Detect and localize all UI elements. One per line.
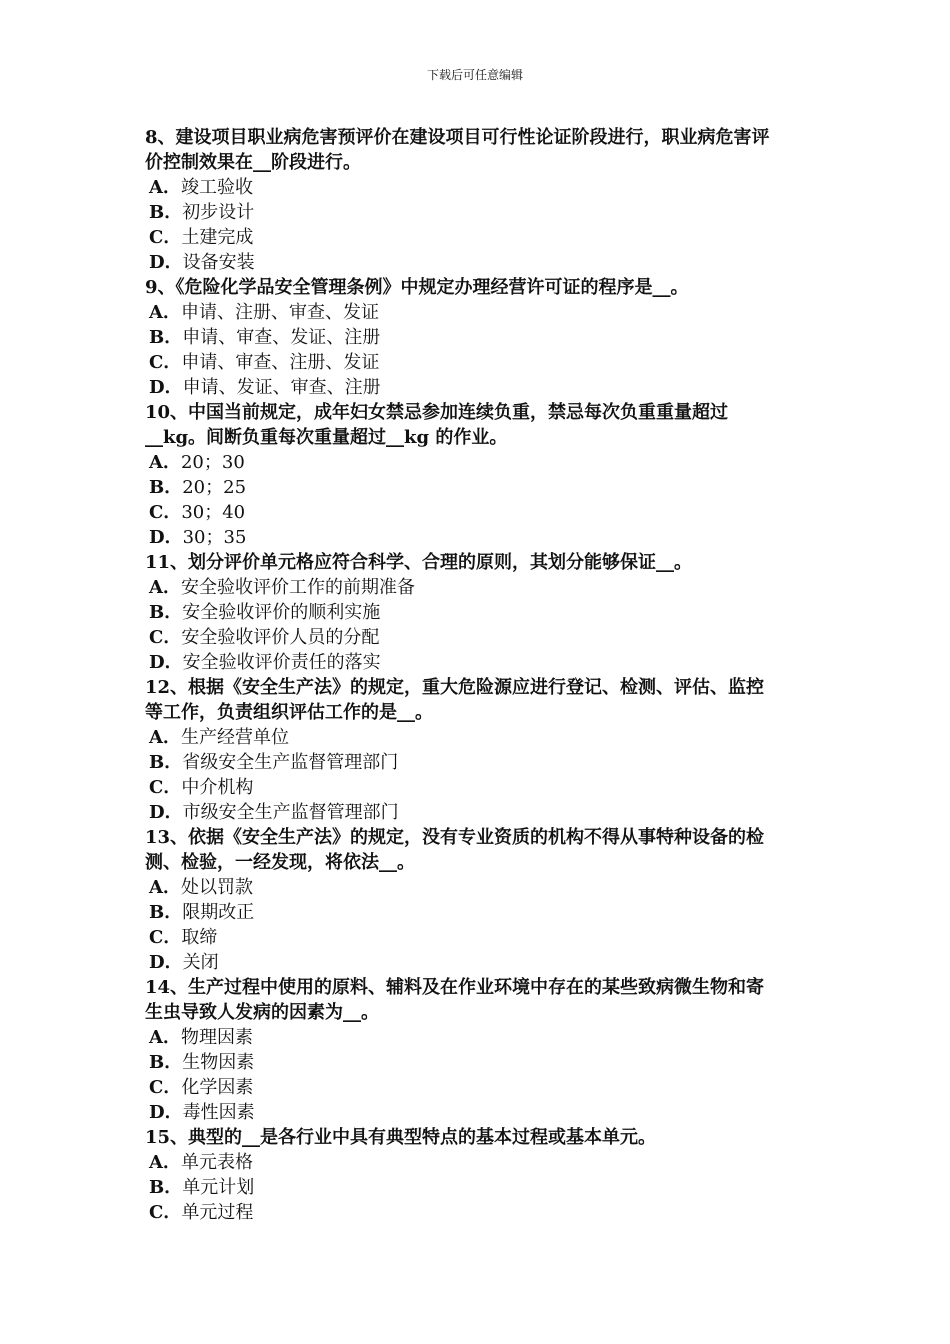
question-text: __kg。间断负重每次重量超过__kg 的作业。	[145, 427, 508, 448]
answer-option	[145, 900, 810, 925]
option-letter: B．	[149, 902, 183, 923]
question-block	[145, 400, 810, 550]
answer-option	[145, 350, 810, 375]
option-letter: A．	[149, 877, 181, 898]
answer-option	[145, 650, 810, 675]
option-text: 关闭	[182, 952, 219, 973]
option-letter: C．	[149, 627, 182, 648]
answer-option	[145, 200, 810, 225]
answer-option	[145, 500, 810, 525]
answer-option	[145, 600, 810, 625]
option-text: 生物因素	[182, 1052, 255, 1073]
option-text: 市级安全生产监督管理部门	[182, 802, 399, 823]
question-block	[145, 825, 810, 975]
option-letter: A．	[149, 727, 181, 748]
option-text: 单元表格	[180, 1152, 253, 1173]
answer-option	[145, 950, 810, 975]
option-letter: C．	[149, 502, 182, 523]
option-letter: B．	[149, 1052, 183, 1073]
answer-option	[145, 475, 810, 500]
option-text: 申请、审查、发证、注册	[182, 327, 381, 348]
option-letter: C．	[149, 1202, 182, 1223]
answer-option	[145, 1075, 810, 1100]
question-block	[145, 975, 810, 1125]
option-text: 安全验收评价人员的分配	[181, 627, 380, 648]
option-text: 单元过程	[181, 1202, 254, 1223]
question-text: 生虫导致人发病的因素为__。	[145, 1002, 379, 1023]
option-text: 申请、发证、审查、注册	[182, 377, 381, 398]
option-text: 省级安全生产监督管理部门	[182, 752, 399, 773]
option-text: 30；40	[181, 502, 246, 523]
option-letter: D．	[149, 527, 183, 548]
option-text: 30；35	[182, 527, 247, 548]
option-letter: A．	[149, 452, 181, 473]
option-text: 20；25	[182, 477, 247, 498]
option-text: 设备安装	[182, 252, 255, 273]
option-letter: B．	[149, 752, 183, 773]
option-letter: C．	[149, 352, 182, 373]
option-letter: B．	[149, 477, 183, 498]
answer-option	[145, 1100, 810, 1125]
option-letter: D．	[149, 952, 183, 973]
answer-option	[145, 375, 810, 400]
answer-option	[145, 775, 810, 800]
question-text: 9、《危险化学品安全管理条例》中规定办理经营许可证的程序是__。	[145, 277, 689, 298]
option-letter: A．	[149, 577, 181, 598]
question-text: 测、检验，一经发现，将依法__。	[145, 852, 415, 873]
question-list	[145, 125, 810, 1225]
option-text: 安全验收评价工作的前期准备	[180, 577, 415, 598]
question-block	[145, 550, 810, 675]
question-block	[145, 675, 810, 825]
question-text: 10、中国当前规定，成年妇女禁忌参加连续负重，禁忌每次负重重量超过	[145, 402, 729, 423]
question-text: 14、生产过程中使用的原料、辅料及在作业环境中存在的某些致病微生物和寄	[145, 977, 765, 998]
answer-option	[145, 1025, 810, 1050]
answer-option	[145, 525, 810, 550]
question-text: 15、典型的__是各行业中具有典型特点的基本过程或基本单元。	[145, 1127, 657, 1148]
option-letter: B．	[149, 602, 183, 623]
option-text: 限期改正	[182, 902, 255, 923]
answer-option	[145, 225, 810, 250]
option-text: 申请、审查、注册、发证	[181, 352, 380, 373]
option-text: 取缔	[181, 927, 218, 948]
question-text: 12、根据《安全生产法》的规定，重大危险源应进行登记、检测、评估、监控	[145, 677, 765, 698]
answer-option	[145, 1200, 810, 1225]
answer-option	[145, 300, 810, 325]
page-header: 下载后可任意编辑	[426, 68, 523, 82]
option-letter: D．	[149, 802, 183, 823]
answer-option	[145, 800, 810, 825]
answer-option	[145, 250, 810, 275]
option-letter: D．	[149, 377, 183, 398]
option-text: 安全验收评价责任的落实	[182, 652, 381, 673]
option-letter: D．	[149, 252, 183, 273]
option-letter: A．	[149, 302, 181, 323]
option-letter: C．	[149, 1077, 182, 1098]
answer-option	[145, 625, 810, 650]
option-text: 生产经营单位	[180, 727, 289, 748]
option-text: 申请、注册、审查、发证	[180, 302, 379, 323]
answer-option	[145, 325, 810, 350]
answer-option	[145, 450, 810, 475]
option-letter: A．	[149, 1152, 181, 1173]
option-letter: B．	[149, 202, 183, 223]
answer-option	[145, 1175, 810, 1200]
option-text: 处以罚款	[180, 877, 253, 898]
answer-option	[145, 575, 810, 600]
option-letter: D．	[149, 1102, 183, 1123]
option-letter: A．	[149, 177, 181, 198]
option-text: 毒性因素	[182, 1102, 255, 1123]
option-letter: C．	[149, 927, 182, 948]
option-letter: B．	[149, 1177, 183, 1198]
question-text: 8、建设项目职业病危害预评价在建设项目可行性论证阶段进行，职业病危害评	[145, 127, 770, 148]
answer-option	[145, 925, 810, 950]
question-block	[145, 1125, 810, 1225]
question-text: 11、划分评价单元格应符合科学、合理的原则，其划分能够保证__。	[145, 552, 693, 573]
question-block	[145, 275, 810, 400]
option-text: 单元计划	[182, 1177, 255, 1198]
option-text: 安全验收评价的顺利实施	[182, 602, 381, 623]
option-letter: C．	[149, 227, 182, 248]
question-text: 等工作，负责组织评估工作的是__。	[145, 702, 433, 723]
question-block	[145, 125, 810, 275]
answer-option	[145, 1150, 810, 1175]
option-text: 化学因素	[181, 1077, 254, 1098]
question-text: 13、依据《安全生产法》的规定，没有专业资质的机构不得从事特种设备的检	[145, 827, 765, 848]
option-text: 竣工验收	[180, 177, 253, 198]
answer-option	[145, 750, 810, 775]
option-text: 20；30	[180, 452, 245, 473]
option-letter: A．	[149, 1027, 181, 1048]
option-text: 物理因素	[180, 1027, 253, 1048]
answer-option	[145, 1050, 810, 1075]
option-letter: C．	[149, 777, 182, 798]
answer-option	[145, 875, 810, 900]
option-letter: D．	[149, 652, 183, 673]
option-text: 初步设计	[182, 202, 255, 223]
option-text: 土建完成	[181, 227, 254, 248]
answer-option	[145, 725, 810, 750]
option-text: 中介机构	[181, 777, 254, 798]
question-text: 价控制效果在__阶段进行。	[145, 152, 361, 173]
answer-option	[145, 175, 810, 200]
option-letter: B．	[149, 327, 183, 348]
